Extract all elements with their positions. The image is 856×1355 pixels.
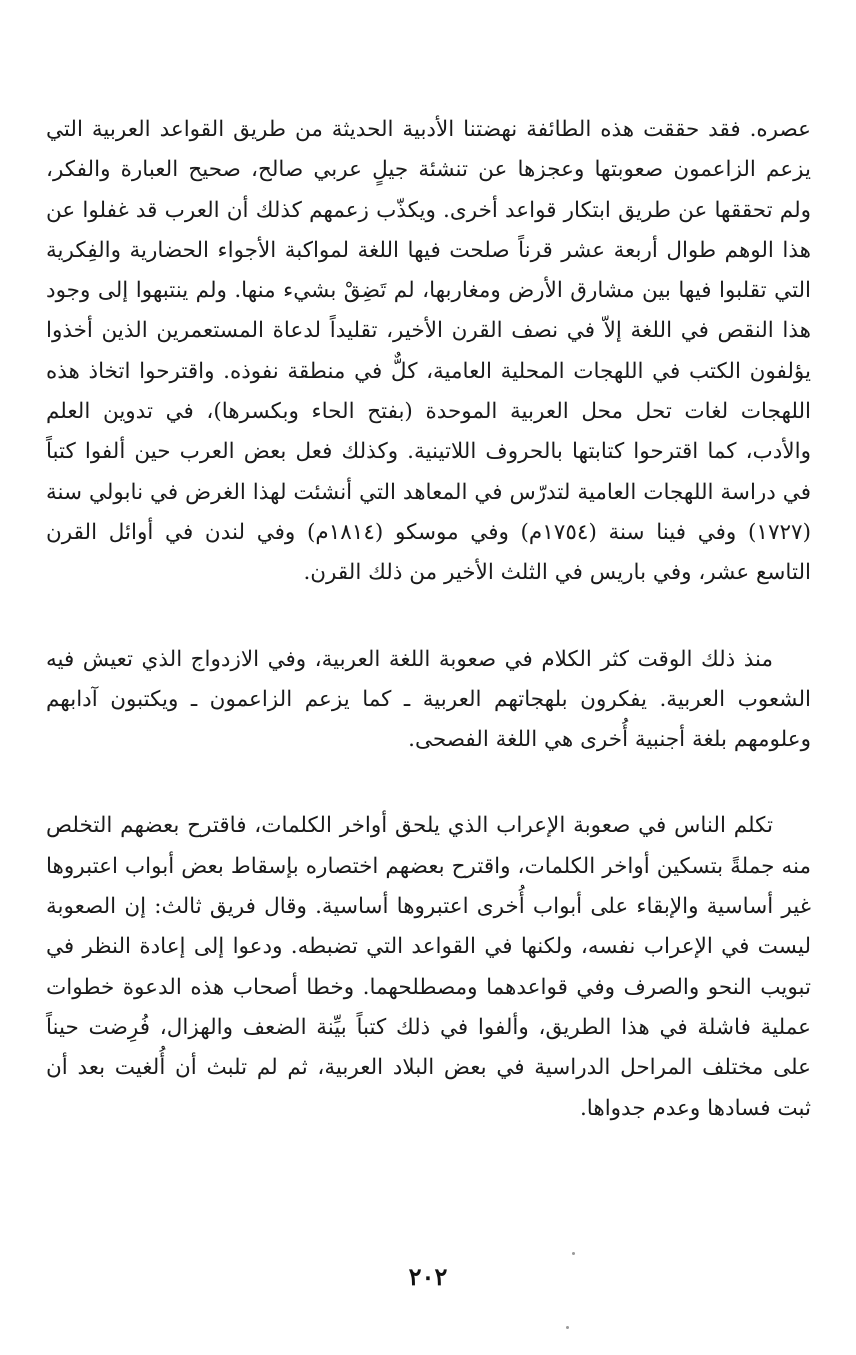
page-number: ٢٠٢	[408, 1262, 448, 1291]
paragraph-1: عصره. فقد حققت هذه الطائفة نهضتنا الأدبية الحديثة من طريق القواعد العربية التي يزعم الزاعمون صعوبتها وعجزها عن تنشئة جيلٍ عربي صالح، صحيح العبارة والفكر، ولم تحققها عن طريق ابتكار قواعد أخرى. ويكذّب زعمهم كذلك أن العرب قد غفلوا عن هذا الوهم طوال أربعة عشر قرناً صلحت فيها اللغة لمواكبة الأجواء الحضارية والفِكرية التي تقلبوا فيها بين مشارق الأرض ومغاربها، لم تَضِقْ بشيء منها. ولم ينتبهوا إلى وجود هذا النقص في اللغة إلاّ في نصف القرن الأخير، تقليداً لدعاة المستعمرين الذين أخذوا يؤلفون الكتب في اللهجات المحلية العامية، كلٌّ في منطقة نفوذه. واقترحوا اتخاذ هذه اللهجات لغات تحل محل العربية الموحدة (بفتح الحاء وبكسرها)، في تدوين العلم والأدب، كما اقترحوا كتابتها بالحروف اللاتينية. وكذلك فعل بعض العرب حين ألفوا كتباً في دراسة اللهجات العامية لتدرّس في المعاهد التي أنشئت لهذا الغرض في نابولي سنة (١٧٢٧) وفي فينا سنة (١٧٥٤م) وفي موسكو (١٨١٤م) وفي لندن في أوائل القرن التاسع عشر، وفي باريس في الثلث الأخير من ذلك القرن.	[46, 117, 811, 586]
paragraph-3: تكلم الناس في صعوبة الإعراب الذي يلحق أواخر الكلمات، فاقترح بعضهم التخلص منه جملةً بتسكين أواخر الكلمات، واقترح بعضهم اختصاره بإسقاط بعض أبواب اعتبروها غير أساسية والإبقاء على أبواب أُخرى اعتبروها أساسية. وقال فريق ثالث: إن الصعوبة ليست في الإعراب نفسه، ولكنها في القواعد التي تضبطه. ودعوا إلى إعادة النظر في تبويب النحو والصرف وفي قواعدهما ومصطلحهما. وخطا أصحاب هذه الدعوة خطوات عملية فاشلة في هذا الطريق، وألفوا في ذلك كتباً بيِّنة الضعف والهزال، فُرِضت حيناً على مختلف المراحل الدراسية في بعض البلاد العربية، ثم لم تلبث أن أُلغيت بعد أن ثبت فسادها وعدم جدواها.	[46, 813, 811, 1121]
scan-speck	[566, 1326, 569, 1329]
body-text	[46, 110, 811, 1129]
paragraph-2: منذ ذلك الوقت كثر الكلام في صعوبة اللغة العربية، وفي الازدواج الذي تعيش فيه الشعوب العربية. يفكرون بلهجاتهم العربية ـ كما يزعم الزاعمون ـ ويكتبون آدابهم وعلومهم بلغة أجنبية أُخرى هي اللغة الفصحى.	[46, 646, 811, 753]
scan-speck	[572, 1252, 575, 1255]
